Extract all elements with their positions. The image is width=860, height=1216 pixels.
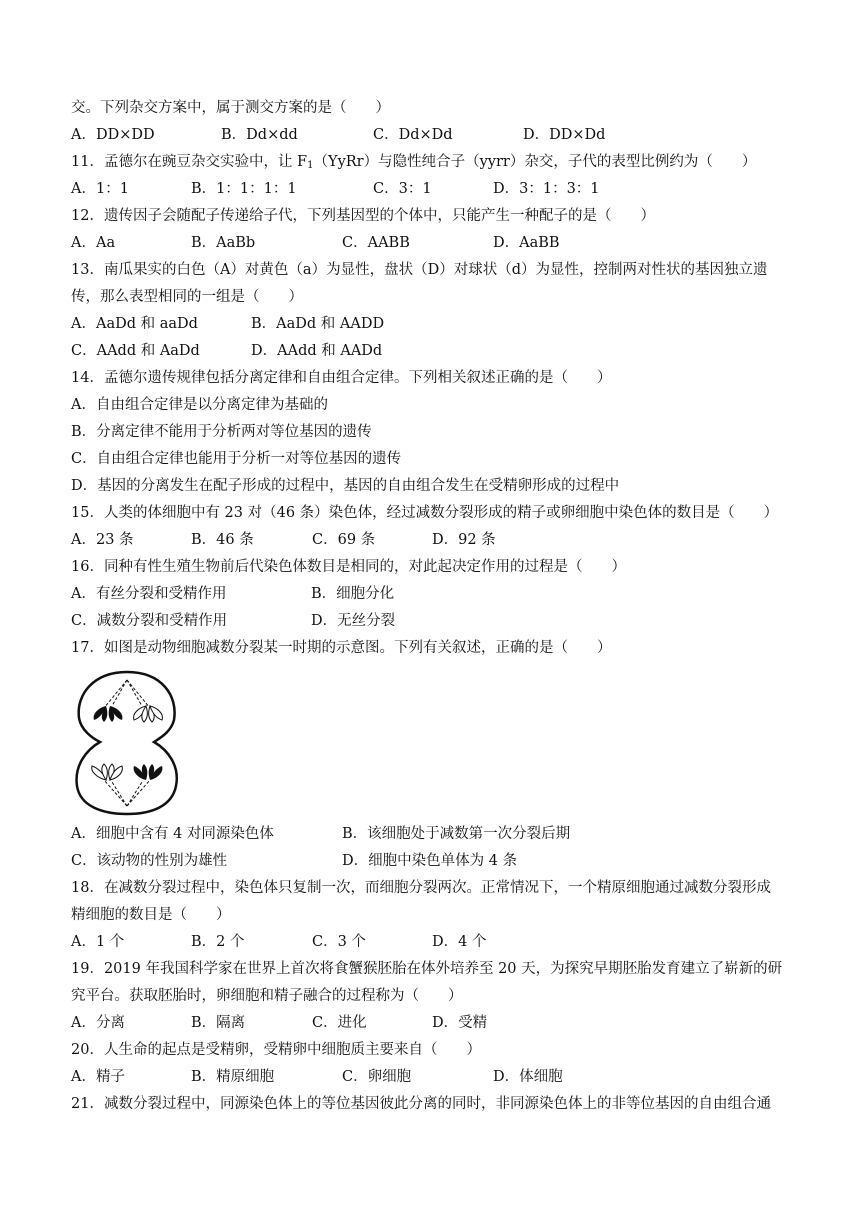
- q19-option-b: B．隔离: [191, 1015, 246, 1031]
- q12-stem: 12．遗传因子会随配子传递给子代，下列基因型的个体中，只能产生一种配子的是（ ）: [71, 208, 655, 224]
- q18-option-a: A．1 个: [71, 934, 125, 950]
- q18-option-b: B．2 个: [191, 934, 245, 950]
- q16-option-c: C．减数分裂和受精作用: [71, 613, 228, 629]
- q18-option-c: C．3 个: [312, 934, 366, 950]
- spindle-top: [104, 680, 150, 708]
- q15-option-c: C．69 条: [312, 532, 376, 548]
- q20-option-c: C．卵细胞: [342, 1069, 412, 1085]
- q19-stem-line2: 究平台。获取胚胎时，卵细胞和精子融合的过程称为（ ）: [71, 988, 463, 1004]
- q19-stem-line1: 19．2019 年我国科学家在世界上首次将食蟹猴胚胎在体外培养至 20 天，为探究早期胚胎发育建立了崭新的研: [71, 961, 783, 977]
- q12-option-b: B．AaBb: [191, 235, 256, 251]
- q12-option-a: A．Aa: [71, 235, 116, 251]
- q19-option-d: D．受精: [432, 1015, 488, 1031]
- q15-option-b: B．46 条: [191, 532, 254, 548]
- q11-option-c: C．3：1: [373, 181, 432, 197]
- chromosome-dark-top: [94, 706, 123, 722]
- q19-option-c: C．进化: [312, 1015, 367, 1031]
- q10-option-d: D．DD×Dd: [523, 127, 606, 143]
- q19-option-a: A．分离: [71, 1015, 125, 1031]
- q13-stem-line1: 13．南瓜果实的白色（A）对黄色（a）为显性，盘状（D）对球状（d）为显性，控制两对性状的基因独立遗: [71, 262, 768, 278]
- q13-option-c: C．AAdd 和 AaDd: [71, 343, 200, 359]
- chromosome-light-top: [134, 706, 163, 722]
- q17-option-c: C．该动物的性别为雄性: [71, 853, 228, 869]
- q14-option-a: A．自由组合定律是以分离定律为基础的: [71, 397, 328, 413]
- cell-membrane: [77, 672, 177, 814]
- q14-option-b: B．分离定律不能用于分析两对等位基因的遗传: [71, 424, 372, 440]
- q13-option-a: A．AaDd 和 aaDd: [71, 316, 198, 332]
- q14-option-d: D．基因的分离发生在配子形成的过程中，基因的自由组合发生在受精卵形成的过程中: [71, 478, 620, 494]
- chromosome-light-bottom: [92, 764, 123, 780]
- q17-stem: 17．如图是动物细胞减数分裂某一时期的示意图。下列有关叙述，正确的是（ ）: [71, 640, 612, 656]
- q13-option-d: D．AAdd 和 AADd: [251, 343, 383, 359]
- q20-stem: 20．人生命的起点是受精卵，受精卵中细胞质主要来自（ ）: [71, 1042, 481, 1058]
- q12-option-d: D．AaBB: [493, 235, 560, 251]
- spindle-bottom: [104, 780, 150, 806]
- q18-option-d: D．4 个: [432, 934, 487, 950]
- q21-stem: 21．减数分裂过程中，同源染色体上的等位基因彼此分离的同时，非同源染色体上的非等位基因的自由组合通: [71, 1096, 771, 1112]
- q15-option-d: D．92 条: [432, 532, 496, 548]
- q14-option-c: C．自由组合定律也能用于分析一对等位基因的遗传: [71, 451, 402, 467]
- q12-option-c: C．AABB: [342, 235, 410, 251]
- q11-stem: 11．孟德尔在豌豆杂交实验中，让 $F_1(YyRr)$与隐性纯合子（yyrr）杂交，子代的表型比例约为（ ）: [71, 154, 757, 171]
- q10-option-a: A．DD×DD: [71, 127, 155, 143]
- q14-stem: 14．孟德尔遗传规律包括分离定律和自由组合定律。下列相关叙述正确的是（ ）: [71, 370, 612, 386]
- q11-option-b: B．1：1：1：1: [191, 181, 297, 197]
- q10-stem: 交。下列杂交方案中，属于测交方案的是（ ）: [71, 100, 390, 116]
- q15-stem: 15．人类的体细胞中有 23 对（46 条）染色体，经过减数分裂形成的精子或卵细胞中染色体的数目是（ ）: [71, 505, 779, 521]
- q16-option-d: D．无丝分裂: [311, 613, 396, 629]
- chromosome-dark-bottom: [134, 764, 163, 780]
- q16-option-a: A．有丝分裂和受精作用: [71, 586, 227, 602]
- q18-stem-line2: 精细胞的数目是（ ）: [71, 907, 231, 923]
- q17-option-d: D．细胞中染色单体为 4 条: [342, 853, 518, 869]
- q17-option-a: A．细胞中含有 4 对同源染色体: [71, 826, 274, 842]
- q15-option-a: A．23 条: [71, 532, 134, 548]
- q13-option-b: B．AaDd 和 AADD: [251, 316, 385, 332]
- q17-option-b: B．该细胞处于减数第一次分裂后期: [342, 826, 571, 842]
- q18-stem-line1: 18．在减数分裂过程中，染色体只复制一次，而细胞分裂两次。正常情况下，一个精原细胞通过减数分裂形成: [71, 880, 771, 896]
- q20-option-d: D．体细胞: [493, 1069, 563, 1085]
- q20-option-a: A．精子: [71, 1069, 125, 1085]
- q10-option-c: C．Dd×Dd: [373, 127, 453, 143]
- q11-option-d: D．3：1：3：1: [493, 181, 600, 197]
- q13-stem-line2: 传，那么表型相同的一组是（ ）: [71, 289, 303, 305]
- q20-option-b: B．精原细胞: [191, 1069, 275, 1085]
- q16-stem: 16．同种有性生殖生物前后代染色体数目是相同的，对此起决定作用的过程是（ ）: [71, 559, 626, 575]
- cell-division-diagram: [72, 668, 182, 816]
- q11-option-a: A．1：1: [71, 181, 129, 197]
- q16-option-b: B．细胞分化: [311, 586, 395, 602]
- q10-option-b: B．Dd×dd: [221, 127, 298, 143]
